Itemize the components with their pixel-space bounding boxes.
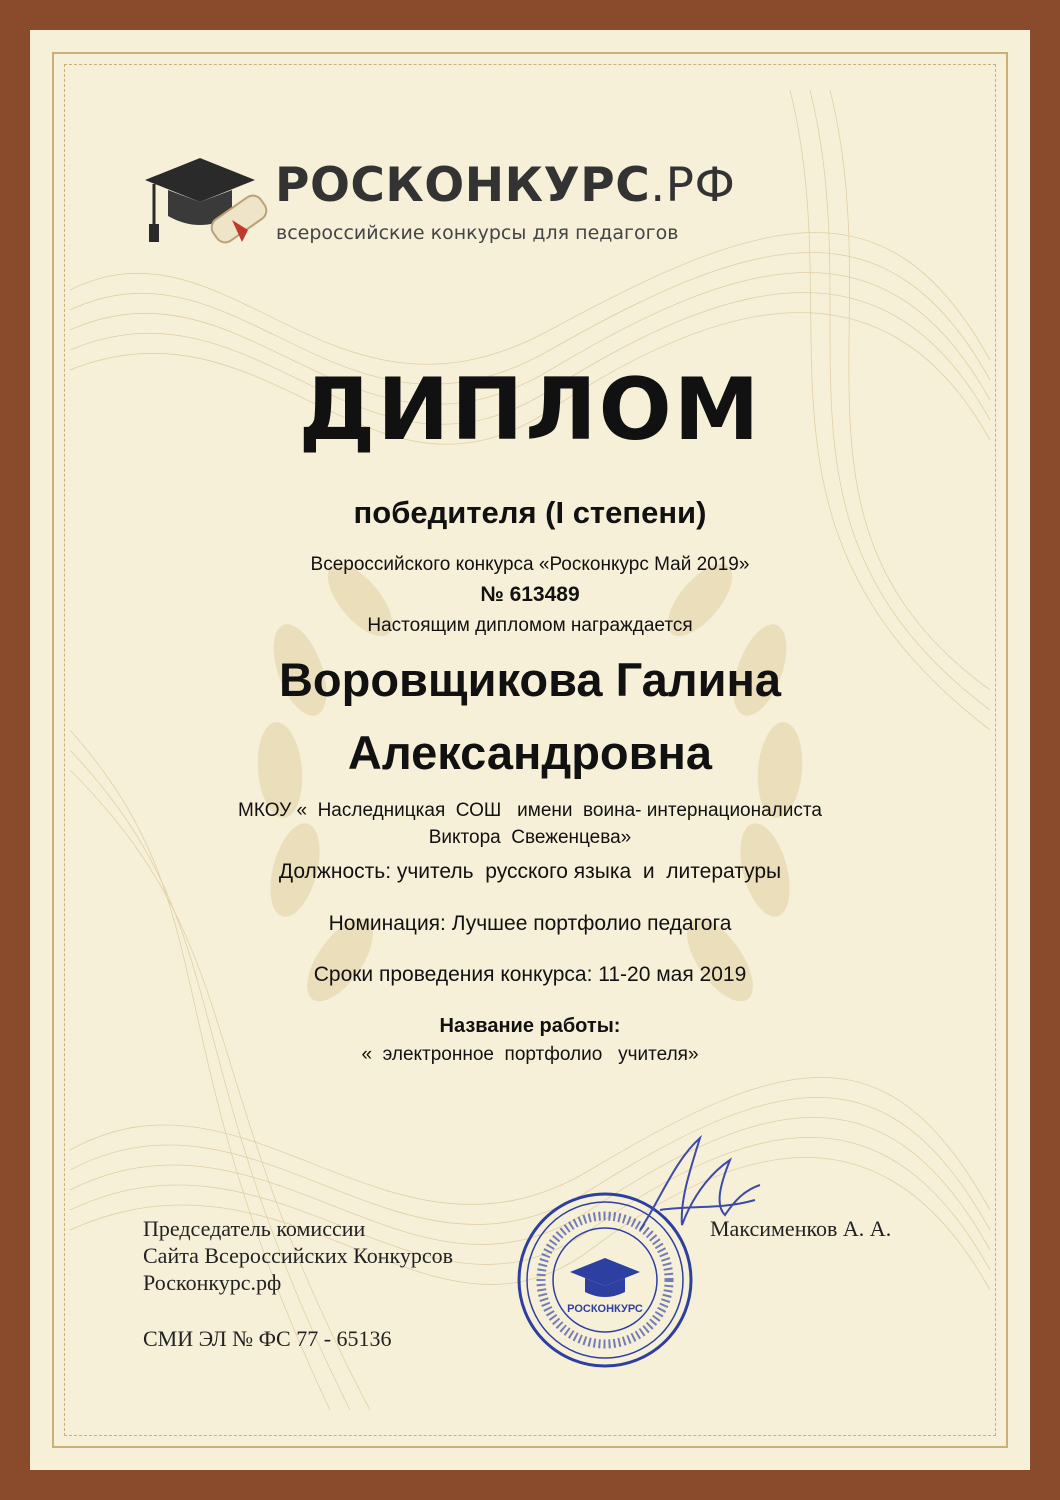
logo-title: РОСКОНКУРС.РФ — [275, 158, 736, 213]
organization-line1: МКОУ « Наследницкая СОШ имени воина- интернационалиста — [238, 800, 822, 821]
recipient-name-line2: Александровна — [347, 726, 713, 779]
chair-line1: Председатель комиссии — [143, 1216, 366, 1241]
contest-dates: Сроки проведения конкурса: 11-20 мая 2019 — [313, 963, 747, 986]
logo-subtitle: всероссийские конкурсы для педагогов — [276, 222, 679, 244]
signer-name: Максименков А. А. — [710, 1216, 892, 1241]
organization-line2: Виктора Свеженцева» — [428, 827, 632, 848]
stamp-center-text: РОСКОНКУРС — [567, 1303, 643, 1315]
signature — [620, 1130, 770, 1250]
logo — [140, 150, 740, 270]
degree-text: победителя (I степени) — [353, 495, 707, 530]
recipient-name-line1: Воровщикова Галина — [278, 653, 782, 706]
chair-line2: Сайта Всероссийских Конкурсов — [143, 1243, 454, 1268]
chair-line3: Росконкурс.рф — [143, 1270, 282, 1295]
stamp-cap-icon — [570, 1258, 640, 1297]
work-label: Название работы: — [439, 1015, 621, 1037]
awarded-text: Настоящим дипломом награждается — [367, 615, 693, 636]
work-title: « электронное портфолио учителя» — [361, 1044, 699, 1065]
diploma-number: № 613489 — [480, 583, 580, 606]
diploma-sheet — [30, 30, 1030, 1470]
media-registration: СМИ ЭЛ № ФС 77 - 65136 — [143, 1326, 392, 1351]
nomination-text: Номинация: Лучшее портфолио педагога — [328, 912, 732, 935]
diploma-title: ДИПЛОМ — [298, 360, 762, 460]
contest-name: Всероссийского конкурса «Росконкурс Май 2019» — [310, 554, 750, 575]
position-text: Должность: учитель русского языка и литературы — [278, 860, 782, 883]
graduation-cap-icon — [140, 150, 270, 270]
